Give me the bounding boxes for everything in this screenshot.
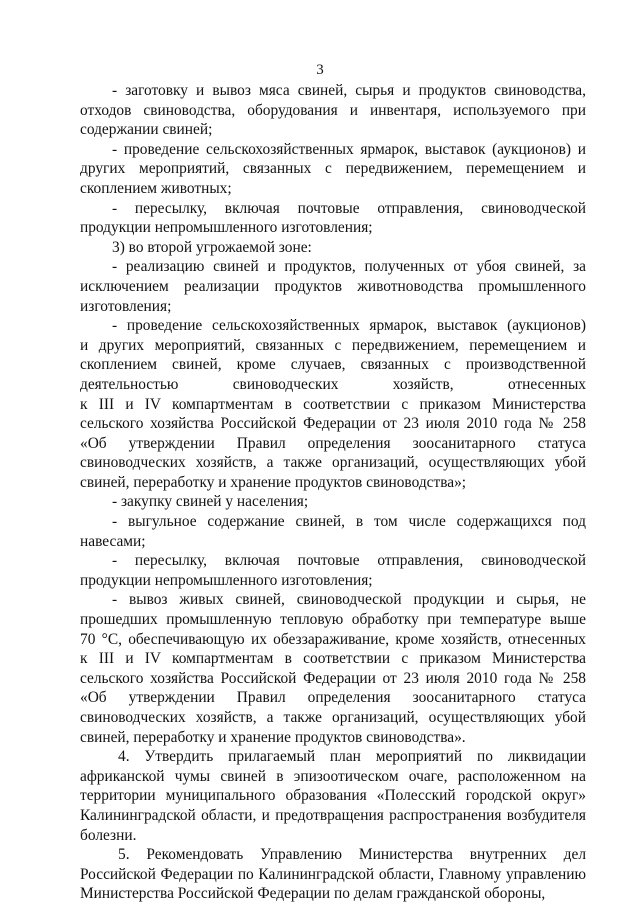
paragraph-item-5: 5. Рекомендовать Управлению Министерства внутренних дел Российской Федерации по Калининградской области, Главному управлению Министерства Российской Федерации по делам гражданской обороны, bbox=[80, 846, 586, 903]
paragraph-pork-export: - заготовку и вывоз мяса свиней, сырья и продуктов свиноводства, отходов свиноводства, оборудования и инвентаря, используемого при содержании свиней; bbox=[80, 82, 586, 139]
paragraph-mail-shipping: - пересылку, включая почтовые отправления, свиноводческой продукции непромышленного изготовления; bbox=[80, 199, 586, 237]
text-line: свиней, переработку и хранение продуктов свиноводства». bbox=[80, 728, 466, 746]
text-line: 70 °С, обеспечивающую их обеззараживание, кроме хозяйств, отнесенных bbox=[80, 630, 586, 648]
text-line: прошедших промышленную тепловую обработку при температуре выше bbox=[80, 611, 586, 629]
paragraph-animal-fairs: - проведение сельскохозяйственных ярмарок, выставок (аукционов) и других мероприятий, связанных с передвижением, перемещением и скоплением животных; bbox=[80, 140, 586, 197]
text-line: свиноводческих хозяйств, а также организаций, осуществляющих убой bbox=[80, 709, 586, 726]
paragraph-live-pig-export bbox=[80, 590, 586, 747]
paragraph-second-zone-heading: 3) во второй угрожаемой зоне: bbox=[112, 238, 312, 256]
text-line: «Об утверждении Правил определения зоосанитарного статуса bbox=[80, 434, 586, 452]
page-number: 3 bbox=[316, 62, 324, 78]
text-line: сельского хозяйства Российской Федерации от 23 июля 2010 года № 258 bbox=[80, 415, 586, 433]
paragraph-pig-fairs bbox=[80, 316, 586, 492]
paragraph-item-4: 4. Утвердить прилагаемый план мероприятий по ликвидации африканской чумы свиней в эпизоотическом очаге, расположенном на территории муниципального образования «Полесский городской округ» Калининградской области, и предотвращения распространения возбудителя болезни. bbox=[80, 748, 586, 844]
text-line: - проведение сельскохозяйственных ярмарок, выставок (аукционов) bbox=[112, 317, 586, 335]
text-line: свиноводческих хозяйств, а также организаций, осуществляющих убой bbox=[80, 454, 586, 472]
paragraph-pig-sales: - реализацию свиней и продуктов, полученных от убоя свиней, за исключением реализации продуктов животноводства промышленного изготовления; bbox=[80, 258, 586, 315]
text-line: к III и IV компартментам в соответствии с приказом Министерства bbox=[80, 650, 586, 668]
document-body bbox=[80, 81, 586, 904]
text-line: свиней, переработку и хранение продуктов свиноводства»; bbox=[80, 473, 467, 491]
text-line: «Об утверждении Правил определения зоосанитарного статуса bbox=[80, 689, 586, 707]
paragraph-mail-shipping-second-zone: - пересылку, включая почтовые отправления, свиноводческой продукции непромышленного изготовления; bbox=[80, 552, 586, 589]
text-line: к III и IV компартментам в соответствии с приказом Министерства bbox=[80, 395, 586, 413]
paragraph-free-range-keeping: - выгульное содержание свиней, в том числе содержащихся под навесами; bbox=[80, 513, 586, 550]
text-line: и других мероприятий, связанных с передвижением, перемещением и bbox=[80, 336, 586, 354]
text-line: скоплением свиней, кроме случаев, связанных с производственной bbox=[80, 356, 586, 374]
paragraph-purchase-from-public: - закупку свиней у населения; bbox=[112, 493, 309, 511]
text-line: деятельностью свиноводческих хозяйств, отнесенных bbox=[80, 375, 586, 393]
text-line: сельского хозяйства Российской Федерации от 23 июля 2010 года № 258 bbox=[80, 669, 586, 687]
text-line: - вывоз живых свиней, свиноводческой продукции и сырья, не bbox=[112, 591, 586, 609]
